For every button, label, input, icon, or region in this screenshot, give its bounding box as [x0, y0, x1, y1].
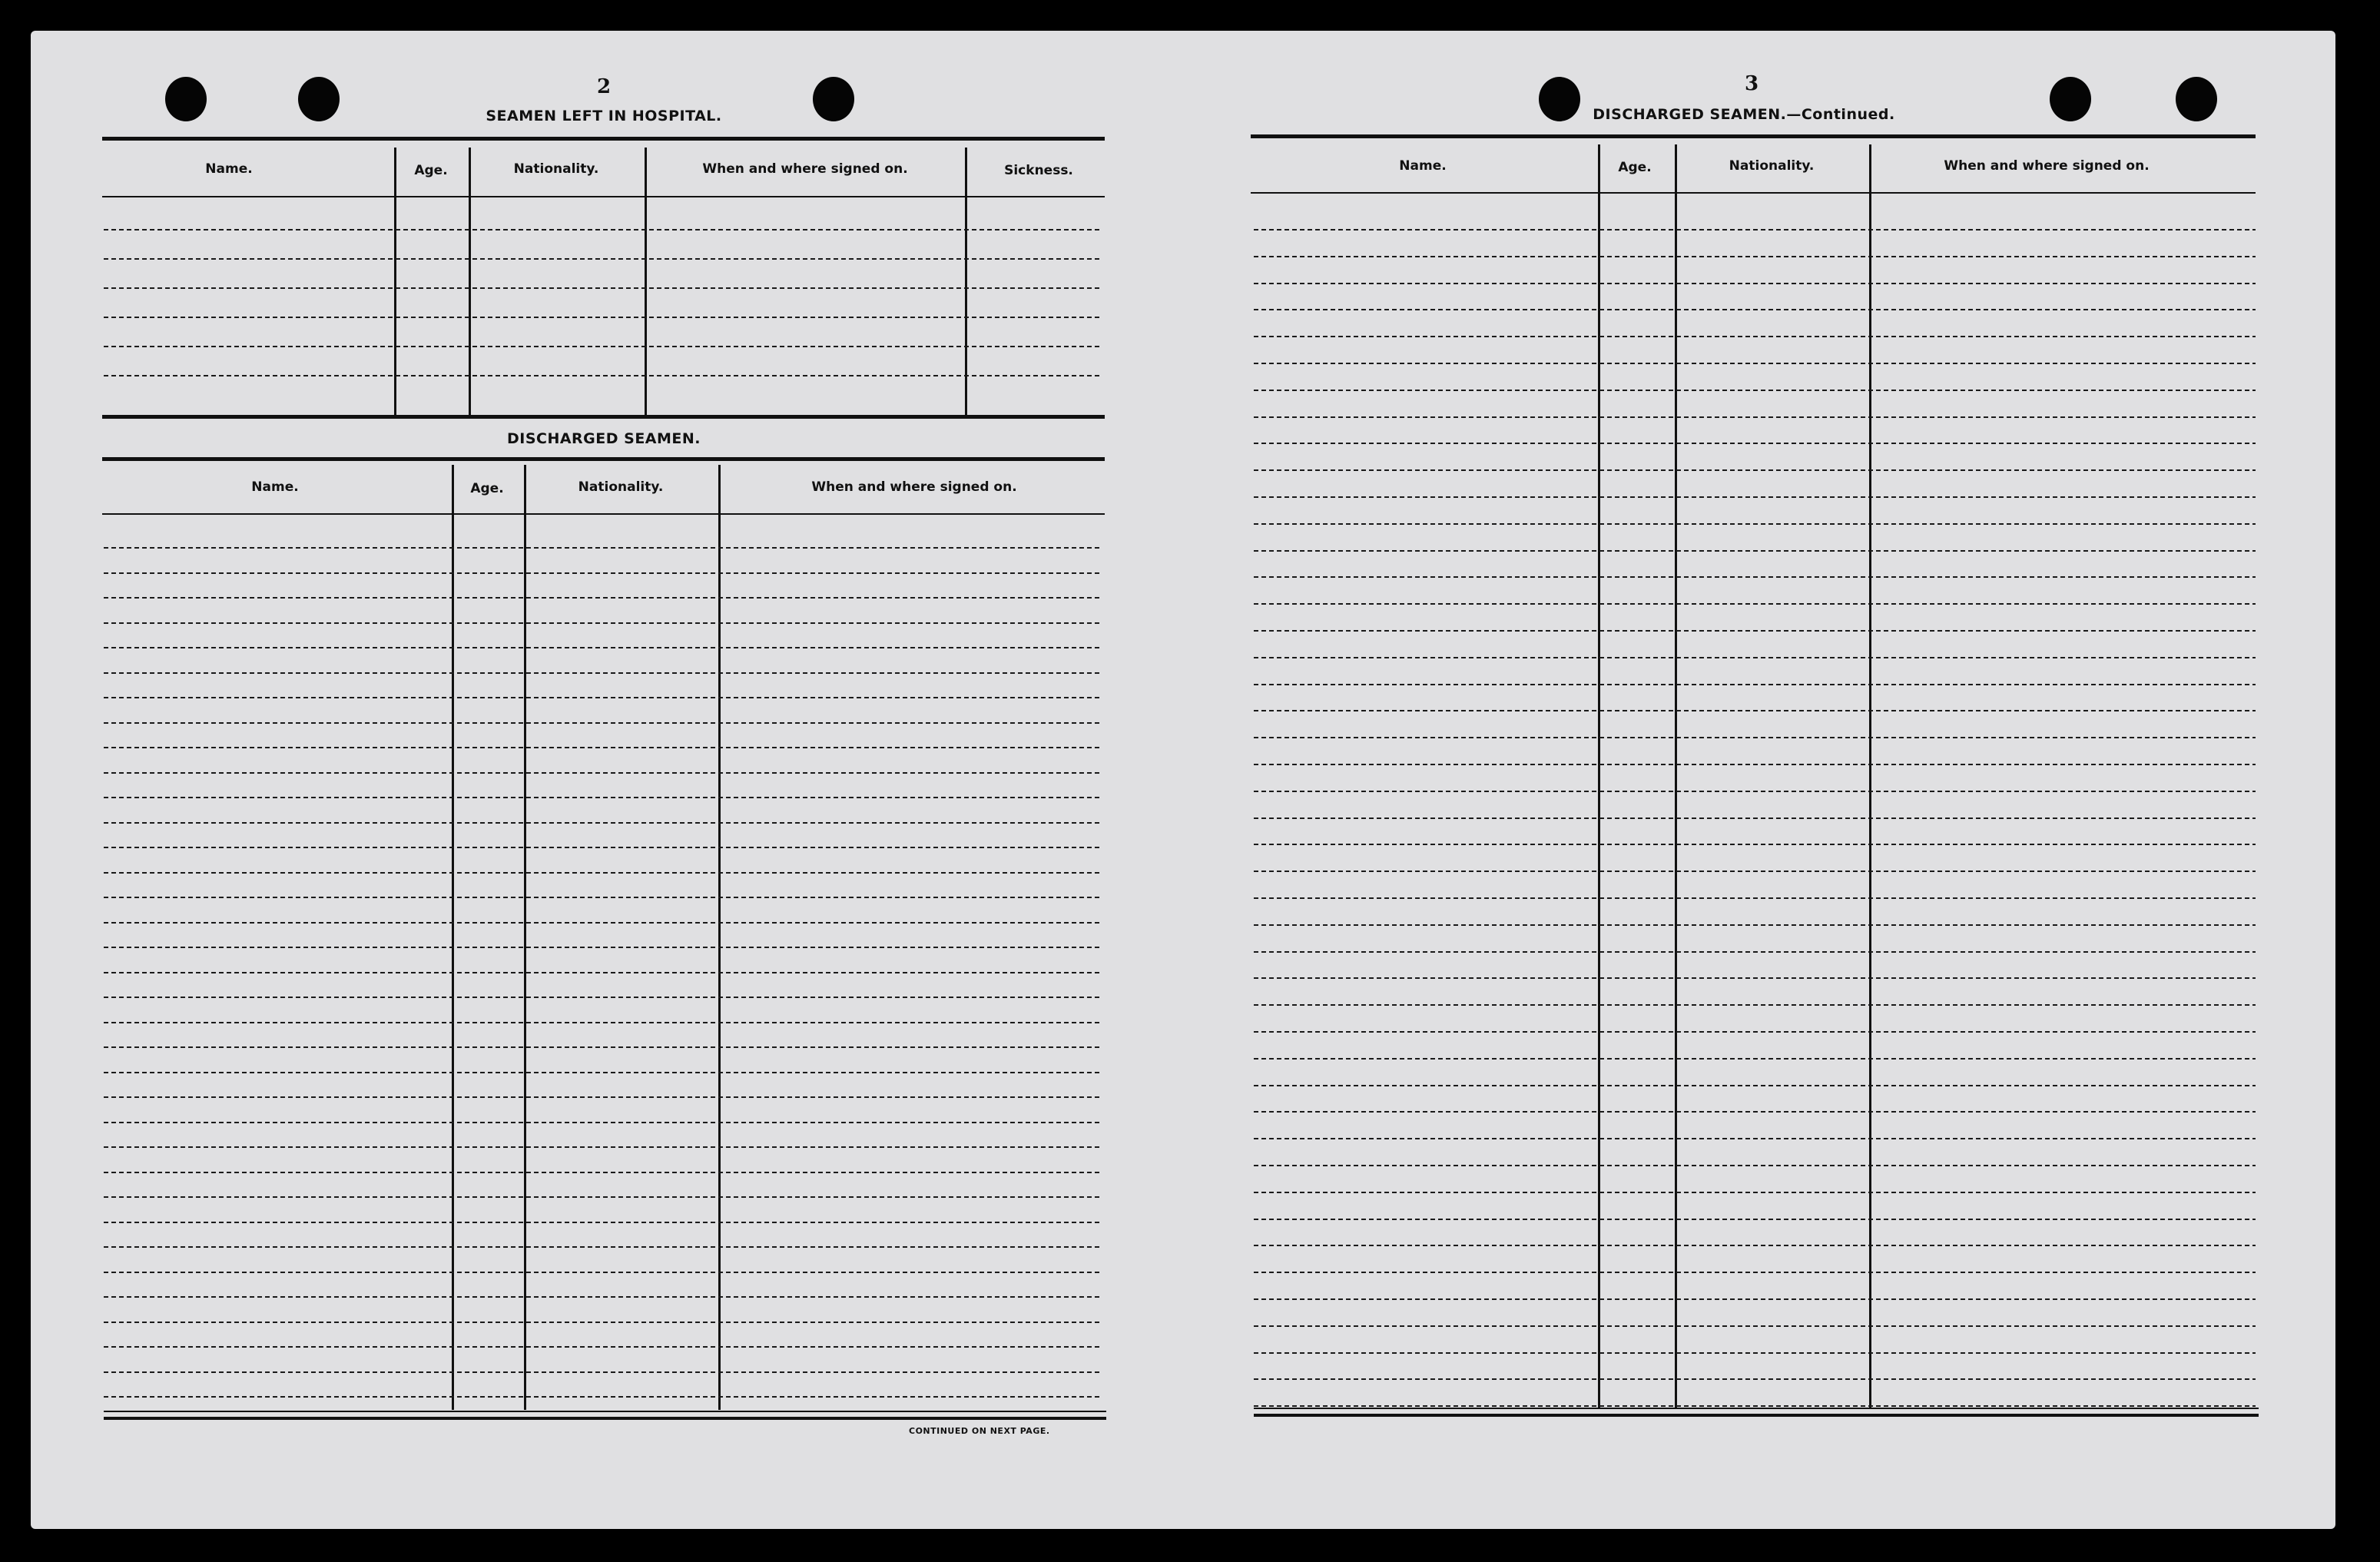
column-divider	[452, 465, 454, 1410]
entry-row-line	[1254, 229, 2256, 230]
entry-row-line	[1254, 496, 2256, 498]
section-title-hospital: SEAMEN LEFT IN HOSPITAL.	[486, 108, 722, 124]
entry-row-line	[1254, 1272, 2256, 1273]
entry-row-line	[1254, 363, 2256, 364]
entry-row-line	[104, 1222, 1102, 1223]
entry-row-line	[104, 1022, 1102, 1023]
entry-row-line	[104, 872, 1102, 874]
entry-row-line	[1254, 1352, 2256, 1354]
entry-row-line	[104, 1371, 1102, 1373]
header-rule	[1251, 192, 2256, 194]
entry-row-line	[104, 1046, 1102, 1048]
entry-row-line	[1254, 897, 2256, 899]
entry-row-line	[1254, 469, 2256, 471]
continued-note: CONTINUED ON NEXT PAGE.	[909, 1426, 1050, 1436]
entry-row-line	[1254, 603, 2256, 605]
entry-row-line	[104, 797, 1102, 798]
entry-row-line	[1254, 764, 2256, 765]
entry-row-line	[104, 572, 1102, 574]
entry-row-line	[1254, 1378, 2256, 1380]
entry-row-line	[1254, 443, 2256, 444]
table-top-rule	[102, 457, 1105, 461]
entry-row-line	[1254, 1219, 2256, 1220]
entry-row-line	[1254, 1165, 2256, 1166]
entry-row-line	[104, 1196, 1102, 1198]
entry-row-line	[1254, 1111, 2256, 1113]
entry-row-line	[104, 597, 1102, 599]
entry-row-line	[104, 1146, 1102, 1148]
entry-row-line	[104, 672, 1102, 674]
entry-row-line	[104, 697, 1102, 698]
entry-row-line	[104, 1096, 1102, 1098]
column-header-nationality: Nationality.	[1729, 158, 1815, 174]
entry-row-line	[1254, 256, 2256, 257]
entry-row-line	[1254, 336, 2256, 337]
entry-row-line	[104, 647, 1102, 648]
header-rule	[102, 513, 1105, 515]
entry-row-line	[104, 547, 1102, 549]
header-rule	[102, 196, 1105, 197]
entry-row-line	[104, 922, 1102, 924]
entry-row-line	[1254, 737, 2256, 738]
entry-row-line	[104, 346, 1102, 347]
table-bottom-rule	[104, 1411, 1106, 1412]
entry-row-line	[1254, 710, 2256, 711]
entry-row-line	[1254, 630, 2256, 632]
punch-hole	[298, 77, 340, 121]
entry-row-line	[104, 1322, 1102, 1323]
section-bottom-rule	[102, 415, 1105, 419]
entry-row-line	[1254, 657, 2256, 658]
entry-row-line	[1254, 791, 2256, 792]
punch-hole	[2050, 77, 2091, 121]
entry-row-line	[1254, 309, 2256, 310]
entry-row-line	[104, 258, 1102, 260]
punch-hole	[813, 77, 854, 121]
column-header-nationality: Nationality.	[513, 161, 599, 177]
column-divider	[524, 465, 526, 1410]
column-header-name: Name.	[205, 161, 253, 177]
punch-hole	[2176, 77, 2217, 121]
entry-row-line	[104, 847, 1102, 848]
entry-row-line	[104, 375, 1102, 376]
punch-hole	[1539, 77, 1580, 121]
entry-row-line	[1254, 1298, 2256, 1300]
entry-row-line	[104, 1072, 1102, 1073]
entry-row-line	[1254, 1405, 2256, 1407]
entry-row-line	[1254, 390, 2256, 391]
entry-row-line	[1254, 977, 2256, 979]
entry-row-line	[104, 947, 1102, 948]
page-number: 2	[596, 75, 612, 98]
entry-row-line	[104, 1396, 1102, 1398]
entry-row-line	[104, 1272, 1102, 1273]
entry-row-line	[1254, 817, 2256, 819]
entry-row-line	[1254, 1058, 2256, 1060]
column-header-signed-on: When and where signed on.	[702, 161, 908, 177]
entry-row-line	[104, 897, 1102, 898]
column-header-signed-on: When and where signed on.	[1944, 158, 2150, 174]
entry-row-line	[104, 622, 1102, 624]
entry-row-line	[104, 287, 1102, 289]
page-number: 3	[1744, 72, 1759, 95]
entry-row-line	[1254, 871, 2256, 872]
punch-hole	[165, 77, 207, 121]
entry-row-line	[1254, 924, 2256, 926]
entry-row-line	[1254, 951, 2256, 953]
entry-row-line	[1254, 523, 2256, 525]
entry-row-line	[104, 722, 1102, 724]
column-header-name: Name.	[251, 479, 299, 495]
entry-row-line	[104, 1246, 1102, 1248]
entry-row-line	[1254, 1138, 2256, 1139]
entry-row-line	[1254, 1085, 2256, 1086]
entry-row-line	[104, 1122, 1102, 1123]
entry-row-line	[1254, 550, 2256, 552]
entry-row-line	[1254, 1031, 2256, 1033]
entry-row-line	[104, 747, 1102, 748]
table-bottom-rule-heavy	[104, 1417, 1106, 1420]
entry-row-line	[104, 997, 1102, 998]
column-header-age: Age.	[470, 481, 504, 496]
entry-row-line	[1254, 283, 2256, 284]
table-bottom-rule	[1254, 1408, 2259, 1409]
entry-row-line	[104, 1296, 1102, 1298]
entry-row-line	[1254, 1245, 2256, 1246]
column-header-signed-on: When and where signed on.	[811, 479, 1017, 495]
entry-row-line	[1254, 844, 2256, 845]
column-header-name: Name.	[1399, 158, 1447, 174]
entry-row-line	[1254, 576, 2256, 578]
column-divider	[718, 465, 721, 1410]
section-title-discharged: DISCHARGED SEAMEN.	[506, 430, 701, 447]
entry-row-line	[104, 972, 1102, 973]
entry-row-line	[1254, 416, 2256, 418]
entry-row-line	[104, 1172, 1102, 1173]
entry-row-line	[1254, 684, 2256, 685]
entry-row-line	[104, 1346, 1102, 1348]
section-title-discharged-continued: DISCHARGED SEAMEN.—Continued.	[1593, 106, 1895, 123]
column-header-age: Age.	[414, 163, 448, 178]
column-header-nationality: Nationality.	[578, 479, 664, 495]
column-header-age: Age.	[1618, 160, 1652, 175]
table-bottom-rule-heavy	[1254, 1414, 2259, 1417]
entry-row-line	[104, 772, 1102, 774]
table-top-rule	[1251, 134, 2256, 138]
entry-row-line	[104, 317, 1102, 318]
entry-row-line	[1254, 1004, 2256, 1006]
entry-row-line	[104, 229, 1102, 230]
entry-row-line	[1254, 1192, 2256, 1193]
table-top-rule	[102, 137, 1105, 141]
entry-row-line	[104, 822, 1102, 824]
column-header-sickness: Sickness.	[1004, 163, 1073, 178]
entry-row-line	[1254, 1325, 2256, 1327]
